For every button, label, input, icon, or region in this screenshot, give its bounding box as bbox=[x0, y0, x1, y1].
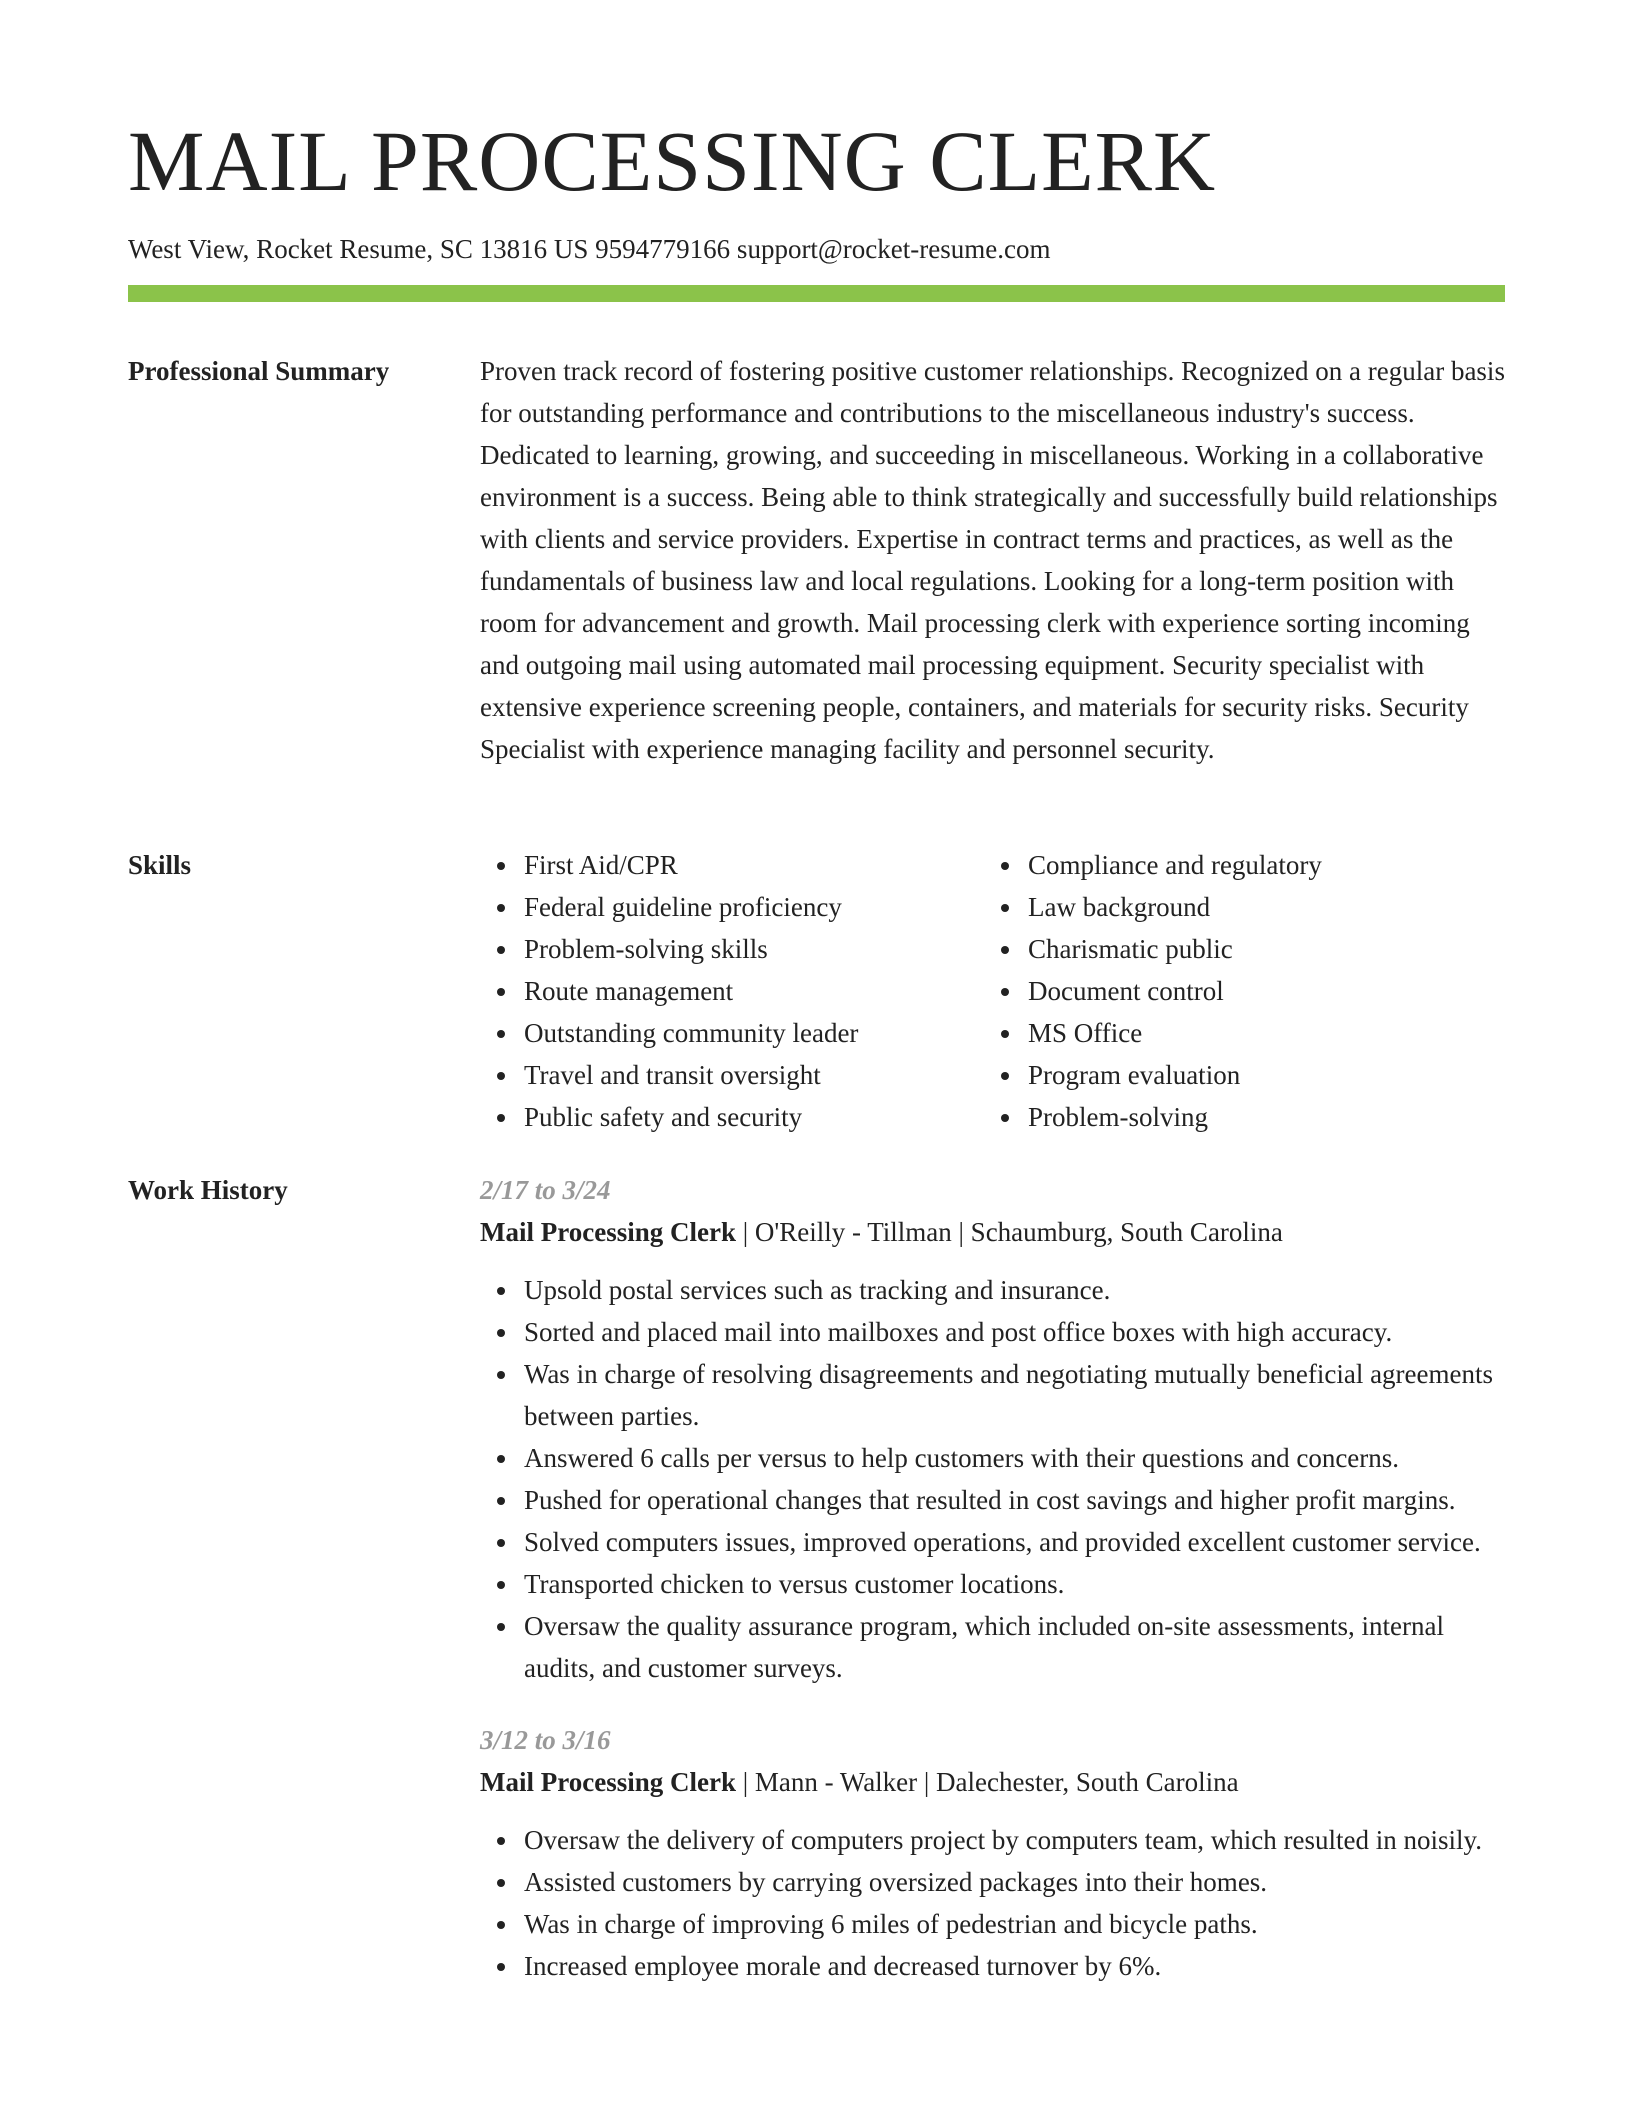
list-item: Law background bbox=[1028, 886, 1488, 928]
page-title: MAIL PROCESSING CLERK bbox=[128, 113, 1217, 209]
work-history-body bbox=[480, 1169, 1505, 1987]
job-entry bbox=[480, 1169, 1505, 1689]
list-item: Problem-solving bbox=[1028, 1096, 1488, 1138]
list-item: MS Office bbox=[1028, 1012, 1488, 1054]
job-heading bbox=[480, 1211, 1505, 1253]
job-date: 2/17 to 3/24 bbox=[480, 1175, 611, 1205]
list-item: Was in charge of improving 6 miles of pedestrian and bicycle paths. bbox=[524, 1903, 1505, 1945]
list-item: Increased employee morale and decreased turnover by 6%. bbox=[524, 1945, 1505, 1987]
skills-body bbox=[480, 844, 1505, 1138]
job-bullets bbox=[480, 1269, 1505, 1689]
job-date: 3/12 to 3/16 bbox=[480, 1725, 611, 1755]
job-details: | Mann - Walker | Dalechester, South Carolina bbox=[735, 1767, 1239, 1797]
list-item: Pushed for operational changes that resulted in cost savings and higher profit margins. bbox=[524, 1479, 1505, 1521]
list-item: Compliance and regulatory bbox=[1028, 844, 1488, 886]
list-item: Solved computers issues, improved operations, and provided excellent customer service. bbox=[524, 1521, 1505, 1563]
list-item: Oversaw the quality assurance program, which included on-site assessments, internal audits, and customer surveys. bbox=[524, 1605, 1505, 1689]
list-item: First Aid/CPR bbox=[524, 844, 984, 886]
contact-info: West View, Rocket Resume, SC 13816 US 9594779166 support@rocket-resume.com bbox=[128, 234, 1051, 264]
list-item: Route management bbox=[524, 970, 984, 1012]
job-title: Mail Processing Clerk bbox=[480, 1767, 736, 1797]
list-item: Federal guideline proficiency bbox=[524, 886, 984, 928]
list-item: Was in charge of resolving disagreements and negotiating mutually beneficial agreements between parties. bbox=[524, 1353, 1505, 1437]
list-item: Transported chicken to versus customer locations. bbox=[524, 1563, 1505, 1605]
summary-heading: Professional Summary bbox=[128, 356, 390, 386]
job-bullets bbox=[480, 1819, 1505, 1987]
list-item: Assisted customers by carrying oversized packages into their homes. bbox=[524, 1861, 1505, 1903]
list-item: Answered 6 calls per versus to help customers with their questions and concerns. bbox=[524, 1437, 1505, 1479]
list-item: Program evaluation bbox=[1028, 1054, 1488, 1096]
list-item: Public safety and security bbox=[524, 1096, 984, 1138]
list-item: Outstanding community leader bbox=[524, 1012, 984, 1054]
skills-column-left bbox=[480, 844, 984, 1138]
job-title: Mail Processing Clerk bbox=[480, 1217, 736, 1247]
summary-body bbox=[480, 350, 1505, 770]
work-history-heading: Work History bbox=[128, 1175, 288, 1205]
list-item: Oversaw the delivery of computers project by computers team, which resulted in noisily. bbox=[524, 1819, 1505, 1861]
list-item: Charismatic public bbox=[1028, 928, 1488, 970]
list-item: Sorted and placed mail into mailboxes and post office boxes with high accuracy. bbox=[524, 1311, 1505, 1353]
list-item: Upsold postal services such as tracking and insurance. bbox=[524, 1269, 1505, 1311]
job-heading bbox=[480, 1761, 1505, 1803]
summary-text: Proven track record of fostering positive customer relationships. Recognized on a regular basis for outstanding performance and contributions to the miscellaneous industry's success. Dedicated to learning, growing, and succeeding in miscellaneous. Working in a collaborative environment is a success. Being able to think strategically and successfully build relationships with clients and service providers. Expertise in contract terms and practices, as well as the fundamentals of business law and local regulations. Looking for a long-term position with room for advancement and growth. Mail processing clerk with experience sorting incoming and outgoing mail using automated mail processing equipment. Security specialist with extensive experience screening people, containers, and materials for security risks. Security Specialist with experience managing facility and personnel security. bbox=[480, 356, 1505, 764]
list-item: Document control bbox=[1028, 970, 1488, 1012]
skills-column-right bbox=[984, 844, 1488, 1138]
job-details: | O'Reilly - Tillman | Schaumburg, South Carolina bbox=[735, 1217, 1283, 1247]
skills-heading: Skills bbox=[128, 850, 192, 880]
job-entry bbox=[480, 1719, 1505, 1987]
header-divider bbox=[128, 285, 1505, 302]
list-item: Problem-solving skills bbox=[524, 928, 984, 970]
list-item: Travel and transit oversight bbox=[524, 1054, 984, 1096]
